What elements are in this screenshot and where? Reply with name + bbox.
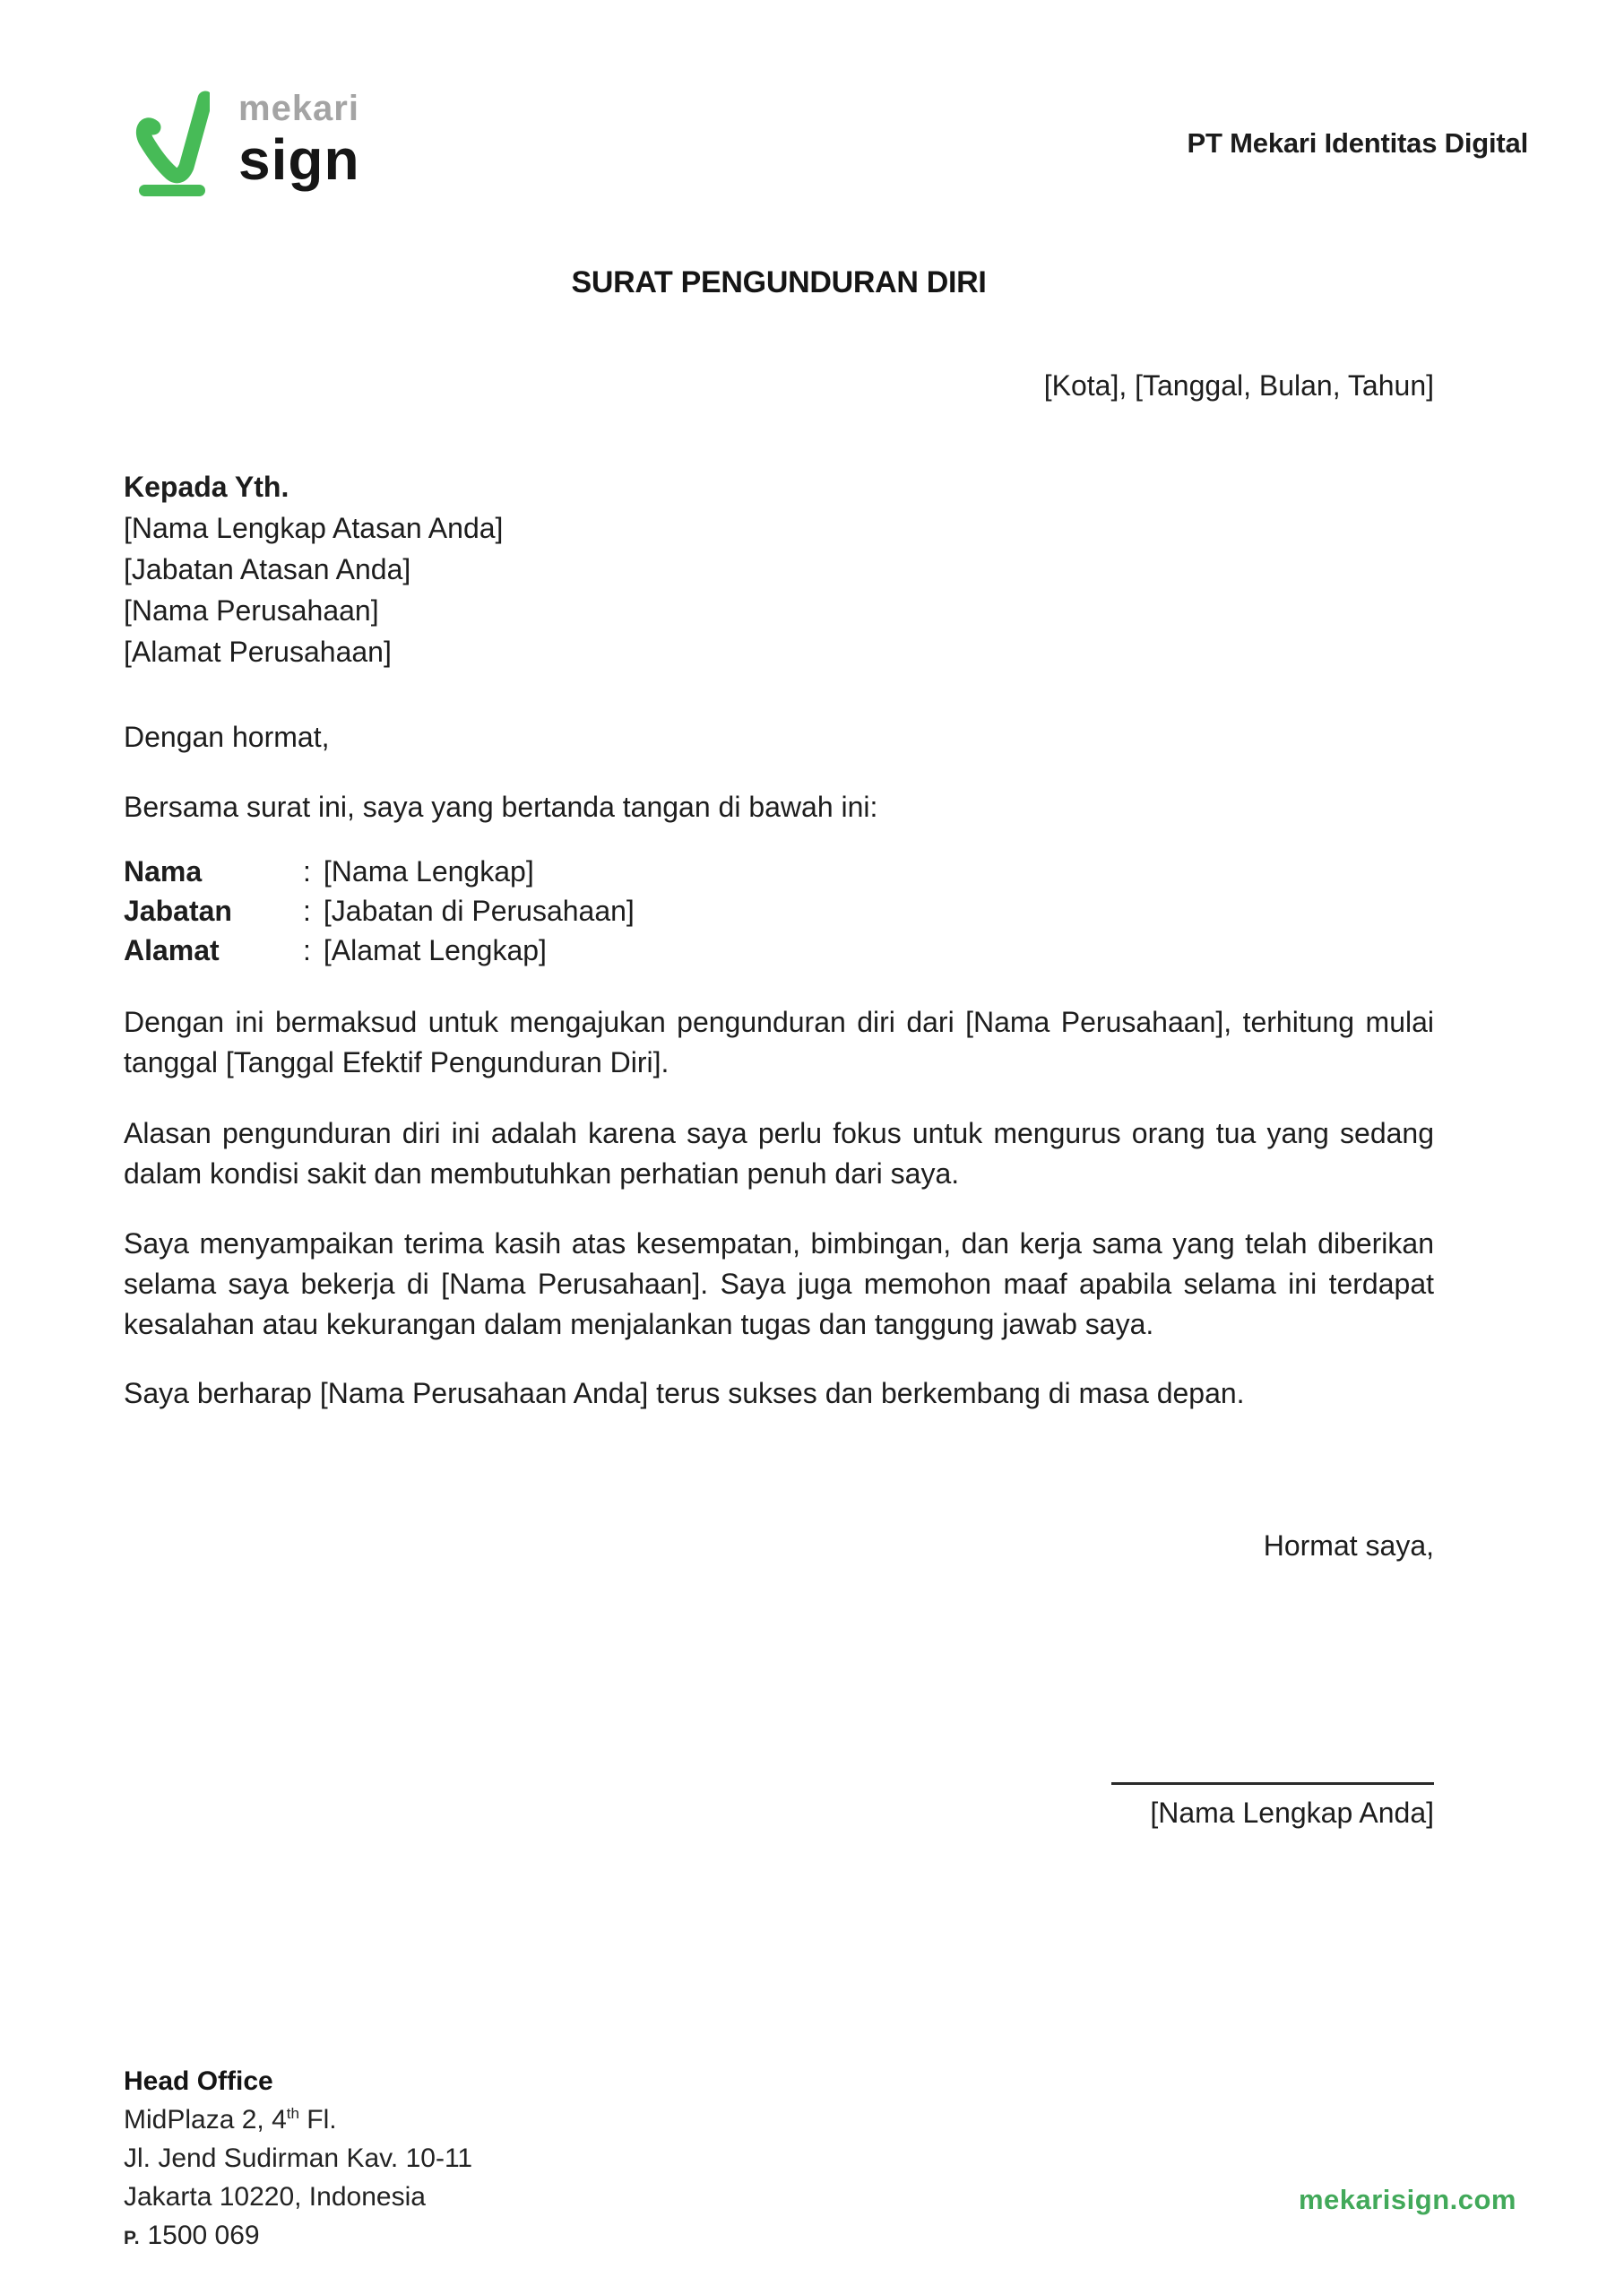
recipient-block bbox=[124, 466, 503, 672]
footer-phone-line bbox=[124, 2216, 472, 2257]
identity-label: Nama bbox=[124, 855, 203, 888]
logo-wordmark-mekari: mekari bbox=[238, 89, 359, 128]
identity-row-jabatan bbox=[124, 891, 635, 931]
company-name: PT Mekari Identitas Digital bbox=[1187, 127, 1528, 159]
website-link[interactable]: mekarisign.com bbox=[1298, 2184, 1516, 2215]
identity-value: [Jabatan di Perusahaan] bbox=[323, 895, 635, 927]
identity-colon: : bbox=[303, 855, 311, 888]
identity-value: [Nama Lengkap] bbox=[323, 855, 534, 888]
identity-value: [Alamat Lengkap] bbox=[323, 934, 547, 966]
identity-label: Jabatan bbox=[124, 895, 232, 927]
identity-row-alamat bbox=[124, 931, 635, 970]
footer-address-line-2: Jl. Jend Sudirman Kav. 10-11 bbox=[124, 2143, 473, 2173]
letter-title: SURAT PENGUNDURAN DIRI bbox=[571, 265, 987, 299]
footer-phone-label: P. bbox=[124, 2228, 141, 2248]
date-placeholder-line: [Kota], [Tanggal, Bulan, Tahun] bbox=[1043, 369, 1434, 402]
recipient-company-line: [Nama Perusahaan] bbox=[124, 594, 379, 627]
recipient-address-line: [Alamat Perusahaan] bbox=[124, 636, 392, 668]
identity-colon: : bbox=[303, 934, 311, 966]
footer-address-line-1 bbox=[124, 2100, 472, 2139]
paragraph-well-wishes: Saya berharap [Nama Perusahaan Anda] terus sukses dan berkembang di masa depan. bbox=[124, 1377, 1245, 1409]
logo-wordmark-sign: sign bbox=[238, 127, 360, 192]
footer-address-block bbox=[124, 2062, 472, 2257]
greeting-line: Dengan hormat, bbox=[124, 721, 330, 753]
identity-row-nama bbox=[124, 852, 635, 891]
recipient-salutation: Kepada Yth. bbox=[124, 471, 289, 503]
paragraph-resignation-statement: Dengan ini bermaksud untuk mengajukan pengunduran diri dari [Nama Perusahaan], terhitung mulai tanggal [Tanggal Efektif Pengunduran Diri]. bbox=[124, 1006, 1434, 1078]
footer-floor: Fl. bbox=[298, 2105, 337, 2135]
footer-phone-number: 1500 069 bbox=[147, 2221, 260, 2250]
identity-block bbox=[124, 852, 635, 970]
footer-address-line-3: Jakarta 10220, Indonesia bbox=[124, 2182, 426, 2212]
footer-building: MidPlaza 2, 4 bbox=[124, 2105, 287, 2135]
paragraph-gratitude: Saya menyampaikan terima kasih atas kesempatan, bimbingan, dan kerja sama yang telah diberikan selama saya bekerja di [Nama Perusahaan]. Saya juga memohon maaf apabila selama ini terdapat kesalahan atau kekurangan dalam menjalankan tugas dan tanggung jawab saya. bbox=[124, 1227, 1434, 1340]
signature-line bbox=[1111, 1782, 1434, 1785]
identity-label: Alamat bbox=[124, 934, 220, 966]
footer-office-title: Head Office bbox=[124, 2066, 273, 2096]
mekari-sign-logo bbox=[238, 90, 360, 192]
footer-floor-ordinal: th bbox=[286, 2105, 299, 2122]
intro-line: Bersama surat ini, saya yang bertanda tangan di bawah ini: bbox=[124, 791, 878, 823]
mekari-sign-check-icon bbox=[134, 88, 210, 197]
closing-line: Hormat saya, bbox=[1263, 1529, 1434, 1562]
identity-colon: : bbox=[303, 895, 311, 927]
paragraph-reason: Alasan pengunduran diri ini adalah karena saya perlu fokus untuk mengurus orang tua yang sedang dalam kondisi sakit dan membutuhkan perhatian penuh dari saya. bbox=[124, 1117, 1434, 1190]
signature-name-placeholder: [Nama Lengkap Anda] bbox=[1150, 1797, 1434, 1829]
recipient-position-line: [Jabatan Atasan Anda] bbox=[124, 553, 411, 585]
recipient-name-line: [Nama Lengkap Atasan Anda] bbox=[124, 512, 504, 544]
